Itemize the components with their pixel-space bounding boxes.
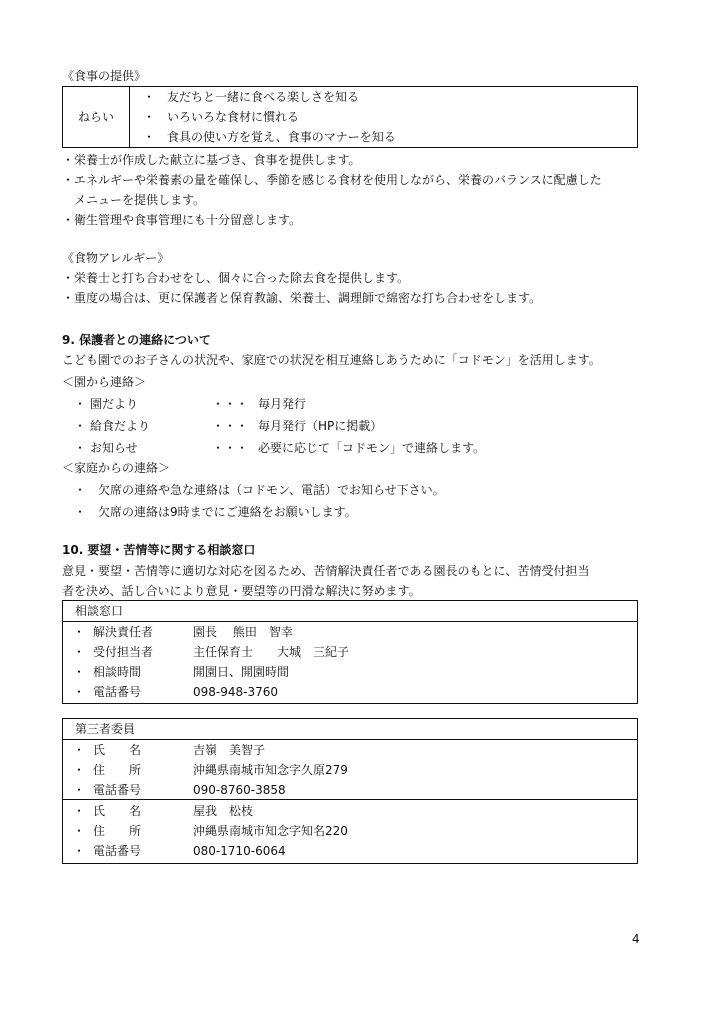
bullet: ・ bbox=[74, 419, 87, 433]
item-desc: 必要に応じて「コドモン」で連絡します。 bbox=[258, 441, 486, 455]
row-label: 解決責任者 bbox=[93, 625, 154, 639]
from-school-heading: ＜園から連絡＞ bbox=[62, 375, 147, 389]
row-value: 主任保育士 大城 三紀子 bbox=[193, 645, 350, 659]
aim-item: ・ 食具の使い方を覚え、食事のマナーを知る bbox=[143, 130, 396, 144]
aim-label: ねらい bbox=[63, 87, 130, 147]
bullet: ・ bbox=[73, 783, 86, 797]
bullet: ・ bbox=[73, 625, 86, 639]
list-item bbox=[62, 438, 622, 458]
row-label: 電話番号 bbox=[93, 783, 142, 797]
aim-table bbox=[62, 86, 638, 148]
item-desc: 毎月発行 bbox=[258, 397, 307, 411]
allergy-note: ・重度の場合は、更に保護者と保育教諭、栄養士、調理師で綿密な打ち合わせをします。 bbox=[62, 291, 542, 305]
row-value: 屋我 松枝 bbox=[193, 804, 254, 818]
third-party-box bbox=[62, 718, 638, 864]
row-label: 氏 名 bbox=[93, 804, 142, 818]
meal-note: メニューを提供します。 bbox=[62, 193, 206, 207]
table-row bbox=[63, 801, 637, 821]
row-label: 受付担当者 bbox=[93, 645, 154, 659]
row-value: 沖縄県南城市知念字久原279 bbox=[193, 763, 348, 777]
table-row bbox=[63, 740, 637, 760]
row-value: 園長 熊田 智幸 bbox=[193, 625, 293, 639]
meal-heading: 《食事の提供》 bbox=[62, 69, 147, 83]
from-home-heading: ＜家庭からの連絡＞ bbox=[62, 461, 171, 475]
aim-item: ・ いろいろな食材に慣れる bbox=[143, 110, 300, 124]
bullet: ・ bbox=[73, 824, 86, 838]
table-row bbox=[63, 622, 637, 642]
row-label: 電話番号 bbox=[93, 844, 142, 858]
aim-list bbox=[143, 87, 396, 147]
intro-line: 意見・要望・苦情等に適切な対応を図るため、苦情解決責任者である園長のもとに、苦情受付担当 bbox=[62, 564, 590, 578]
row-label: 電話番号 bbox=[93, 685, 142, 699]
bullet: ・ bbox=[73, 763, 86, 777]
item-desc: 毎月発行（HPに掲載） bbox=[258, 419, 383, 433]
from-school-list bbox=[62, 394, 622, 460]
list-item: ・ 欠席の連絡や急な連絡は（コドモン、電話）でお知らせ下さい。 bbox=[74, 483, 445, 497]
section9-heading: 9. 保護者との連絡について bbox=[62, 333, 211, 347]
allergy-heading: 《食物アレルギー》 bbox=[62, 251, 170, 265]
bullet: ・ bbox=[73, 743, 86, 757]
allergy-section bbox=[62, 248, 541, 308]
list-item bbox=[62, 416, 622, 436]
meal-note: ・衛生管理や食事管理にも十分留意します。 bbox=[62, 213, 302, 227]
bullet: ・ bbox=[73, 665, 86, 679]
row-value: 開園日、開園時間 bbox=[193, 665, 290, 679]
row-value: 吉嶺 美智子 bbox=[193, 743, 266, 757]
meal-note: ・エネルギーや栄養素の量を確保し、季節を感じる食材を使用しながら、栄養のバランスに配慮した bbox=[62, 173, 602, 187]
row-label: 住 所 bbox=[93, 824, 142, 838]
item-name: 給食だより bbox=[90, 419, 151, 433]
list-item: ・ 欠席の連絡は9時までにご連絡をお願いします。 bbox=[74, 505, 357, 519]
table-row bbox=[63, 642, 637, 662]
table-row bbox=[63, 662, 637, 682]
table-row bbox=[63, 780, 637, 800]
leader-dots: ・・・ bbox=[212, 397, 249, 411]
bullet: ・ bbox=[73, 645, 86, 659]
bullet: ・ bbox=[74, 441, 87, 455]
section10-heading: 10. 要望・苦情等に関する相談窓口 bbox=[62, 543, 256, 557]
section9-intro: こども園でのお子さんの状況や、家庭での状況を相互連絡しあうために「コドモン」を活用します。 bbox=[62, 353, 601, 367]
meal-note: ・栄養士が作成した献立に基づき、食事を提供します。 bbox=[62, 153, 361, 167]
aim-item: ・ 友だちと一緒に食べる楽しさを知る bbox=[143, 90, 360, 104]
row-value: 090-8760-3858 bbox=[193, 783, 286, 797]
bullet: ・ bbox=[73, 804, 86, 818]
bullet: ・ bbox=[73, 844, 86, 858]
table-row bbox=[63, 682, 637, 702]
table-row bbox=[63, 821, 637, 841]
meal-notes bbox=[62, 150, 602, 230]
row-label: 相談時間 bbox=[93, 665, 142, 679]
leader-dots: ・・・ bbox=[212, 419, 249, 433]
consult-title: 相談窓口 bbox=[63, 601, 637, 622]
table-row bbox=[63, 760, 637, 780]
row-label: 氏 名 bbox=[93, 743, 142, 757]
from-home-list bbox=[74, 480, 445, 522]
bullet: ・ bbox=[73, 685, 86, 699]
row-label: 住 所 bbox=[93, 763, 142, 777]
row-value: 080-1710-6064 bbox=[193, 844, 286, 858]
consult-box bbox=[62, 600, 638, 704]
leader-dots: ・・・ bbox=[212, 441, 249, 455]
allergy-note: ・栄養士と打ち合わせをし、個々に合った除去食を提供します。 bbox=[62, 271, 410, 285]
item-name: 園だより bbox=[90, 397, 139, 411]
row-value: 098-948-3760 bbox=[193, 685, 279, 699]
bullet: ・ bbox=[74, 397, 87, 411]
section10-intro bbox=[62, 561, 590, 601]
third-party-title: 第三者委員 bbox=[63, 719, 637, 740]
list-item bbox=[62, 394, 622, 414]
page-number: 4 bbox=[632, 932, 640, 946]
row-value: 沖縄県南城市知念字知名220 bbox=[193, 824, 348, 838]
item-name: お知らせ bbox=[90, 441, 138, 455]
intro-line: 者を決め、話し合いにより意見・要望等の円滑な解決に努めます。 bbox=[62, 584, 421, 598]
table-row bbox=[63, 841, 637, 861]
